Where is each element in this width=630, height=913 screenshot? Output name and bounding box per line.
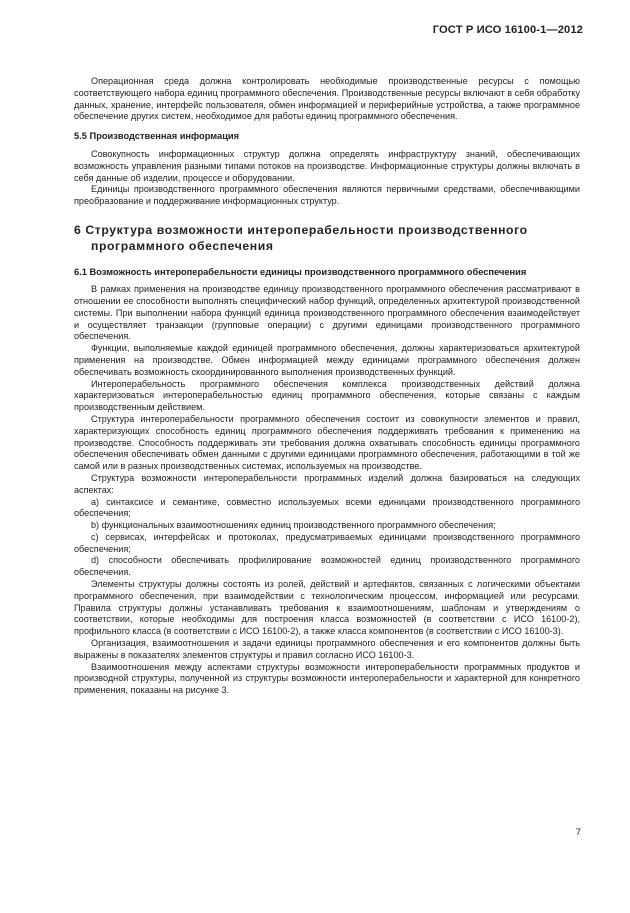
- paragraph: Структура возможности интероперабельности программных изделий должна базироваться на следующих аспектах:: [74, 472, 580, 495]
- paragraph: Взаимоотношения между аспектами структуры возможности интероперабельности программных продуктов и производной структуры, полученной из структуры возможности интероперабельности и характерной для конкретного применения, показаны на рисунке 3.: [74, 661, 580, 696]
- list-item: b) функциональных взаимоотношениях единиц производственного программного обеспечения;: [91, 520, 496, 531]
- section-heading: 5.5 Производственная информация: [74, 131, 240, 142]
- section-heading: 6.1 Возможность интероперабельности единицы производственного программного обеспечения: [74, 267, 527, 278]
- paragraph: В рамках применения на производстве единицу производственного программного обеспечения рассматривают в отношении ее способности выполнять специфический набор функций, определенных архитектурой производственной системы. При выполнении набора функций единица производственного программного обеспечения взаимодействует и осуществляет транзакции (групповые операции) с другими единицами производственного программного обеспечения.: [74, 284, 580, 342]
- paragraph: Элементы структуры должны состоять из ролей, действий и артефактов, связанных с логическими объектами программного обеспечения, при взаимодействии с технологическим процессом, информацией или ресурсами. Правила структуры должны устанавливать требования к взаимоотношениям, шаблонам и утверждениям о соответствии, которые необходимы для построения класса возможностей (в соответствии с ИСО 16100-2), профильного класса (в соответствии с ИСО 16100-2), а также класса компонентов (в соответствии с ИСО 16100-3).: [74, 579, 580, 637]
- document-header: ГОСТ Р ИСО 16100-1—2012: [432, 24, 583, 36]
- list-item: c) сервисах, интерфейсах и протоколах, предусматриваемых единицами производственного программного обеспечения;: [74, 531, 580, 554]
- paragraph: Операционная среда должна контролировать необходимые производственные ресурсы с помощью соответствующего набора единиц программного обеспечения. Производственные ресурсы включают в себя обработку данных, хранение, интерфейс пользователя, обмен информацией и периферийные устройства, а также программное обеспечение других систем, необходимое для работы единиц программного обеспечения.: [74, 76, 580, 122]
- list-item: d) способности обеспечивать профилирование возможностей единиц производственного программного обеспечения.: [74, 555, 580, 578]
- page-number: 7: [575, 827, 581, 838]
- paragraph: Организация, взаимоотношения и задачи единицы программного обеспечения и его компонентов должны быть выражены в показателях элементов структуры и правил согласно ИСО 16100-3.: [74, 638, 580, 660]
- chapter-heading: 6 Структура возможности интероперабельности производственного программного обеспечения: [74, 222, 528, 253]
- paragraph: Функции, выполняемые каждой единицей программного обеспечения, должны характеризоваться архитектурой применения на производстве. Обмен информацией между единицами программного обеспечения должен обеспечивать возможность скоординированного выполнения производственных функций.: [74, 343, 580, 377]
- paragraph: Совокупность информационных структур должна определять инфраструктуру знаний, обеспечивающих возможность управления разными типами потоков на производстве. Информационные структуры должны включать в себя данные об изделии, процессе и оборудовании.: [74, 148, 580, 183]
- page-content: [74, 76, 580, 697]
- paragraph: Интероперабельность программного обеспечения комплекса производственных действий должна характеризоваться интероперабельностью единиц программного обеспечения, которые связаны с каждым производственным действием.: [74, 378, 580, 413]
- list-item: a) синтаксисе и семантике, совместно используемых всеми единицами производственного программного обеспечения;: [74, 496, 580, 519]
- paragraph: Единицы производственного программного обеспечения являются первичными средствами, обеспечивающими преобразование и поддерживание информационных структур.: [74, 184, 580, 207]
- paragraph: Структура интероперабельности программного обеспечения состоит из совокупности элементов и правил, характеризующих способность единиц программного обеспечения поддерживать требования к применению на производстве. Способность поддерживать эти требования должна охватывать способность единицы программного обеспечения обеспечивать обмен данными с другими единицами программного обеспечения, работающими в той же самой или в разных производственных системах, используемых на производстве.: [74, 413, 580, 472]
